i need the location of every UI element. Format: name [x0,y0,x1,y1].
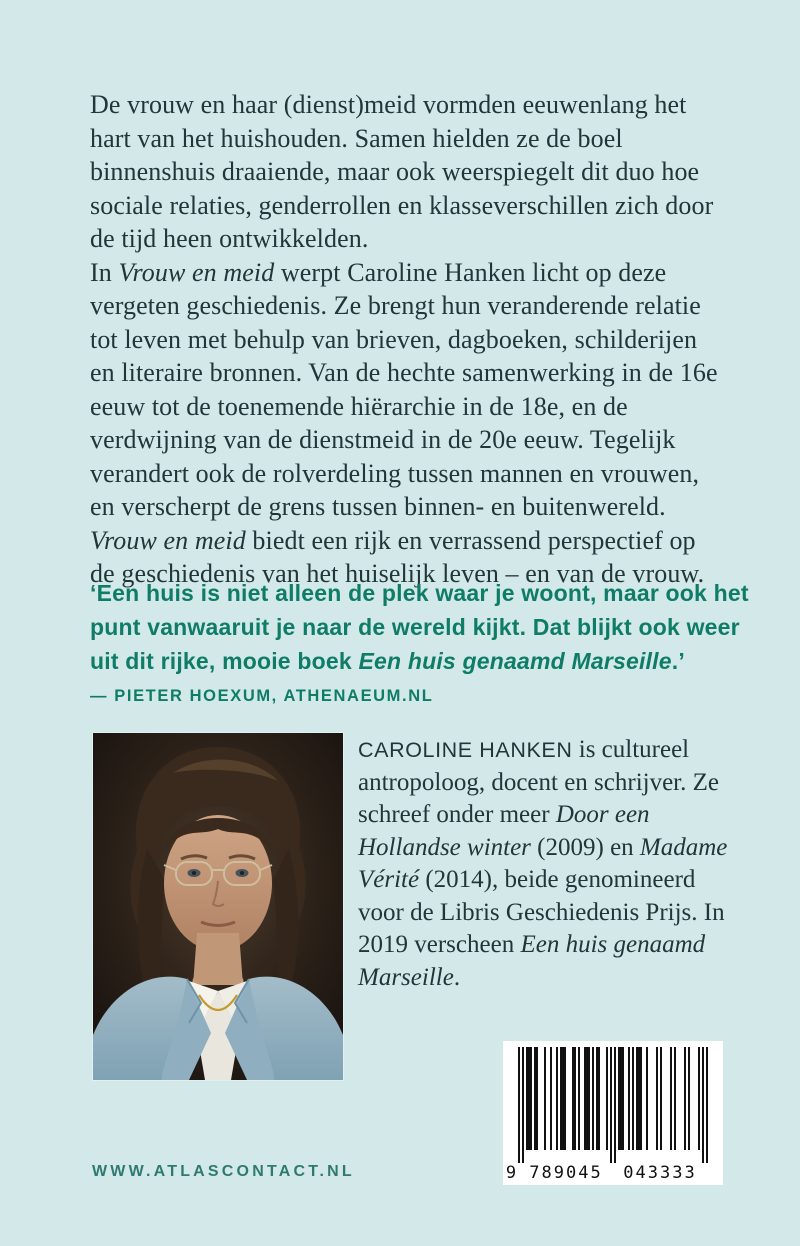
text-segment: biedt een rijk en verrassend perspectief op de geschiedenis van het huiselijk leven – en van de vrouw. [90,525,705,588]
review-quote [90,576,750,706]
book-title-italic: Een huis genaamd Marseille [358,931,706,991]
svg-text:9: 9 [505,1163,517,1183]
description-paragraph [90,256,720,591]
neck [193,933,243,985]
book-title-italic: Madame Vérité [358,833,728,893]
publisher-website: WWW.ATLASCONTACT.NL [92,1163,355,1180]
text-segment: In [90,257,119,287]
text-segment: . [453,963,461,991]
text-segment: (2014), beide genomineerd voor de Libris Geschiedenis Prijs. In 2019 verscheen [358,866,725,958]
description-paragraph [90,88,720,256]
author-bio [358,733,730,1080]
text-segment: ‘Een huis is niet alleen de plek waar je woont, maar ook het punt vanwaaruit je naar de wereld kijkt. Dat blijkt ook weer uit dit rijke, mooie boek [90,580,749,674]
svg-text:043333: 043333 [623,1163,697,1183]
author-photo [93,733,343,1080]
book-title-italic: Vrouw en meid [90,525,246,555]
text-segment: .’ [671,648,685,674]
book-description [90,88,720,591]
text-segment: (2009) en [530,833,640,861]
author-portrait-illustration [93,733,343,1080]
author-section [93,733,730,1080]
text-segment: is cultureel antropoloog, docent en schrijver. Ze schreef onder meer [358,736,719,828]
review-quote-attribution: — PIETER HOEXUM, ATHENAEUM.NL [90,687,434,705]
book-title-italic: Een huis genaamd Marseille [358,648,672,674]
svg-text:789045: 789045 [529,1163,603,1183]
barcode-bars [503,1041,723,1185]
book-title-italic: Vrouw en meid [118,257,275,287]
book-title-italic: Door een Hollandse winter [358,801,650,861]
review-quote-text [90,576,750,678]
barcode [503,1041,723,1185]
text-segment: CAROLINE HANKEN [358,738,573,762]
text-segment: werpt Caroline Hanken licht op deze vergeten geschiedenis. Ze brengt hun veranderende relatie tot leven met behulp van brieven, dagboeken, schilderijen en literaire bronnen. Van de hechte samenwerking in de 16e eeuw tot de toenemende hiërarchie in de 18e, en de verdwijning van de dienstmeid in de 20e eeuw. Tegelijk verandert ook de rolverdeling tussen mannen en vrouwen, en verscherpt de grens tussen binnen- en buitenwereld. [90,257,718,521]
text-segment: De vrouw en haar (dienst)meid vormden eeuwenlang het hart van het huishouden. Samen hielden ze de boel binnenshuis draaiende, maar ook weerspiegelt dit duo hoe sociale relaties, genderrollen en klasseverschillen zich door de tijd heen ontwikkelden. [90,90,714,253]
